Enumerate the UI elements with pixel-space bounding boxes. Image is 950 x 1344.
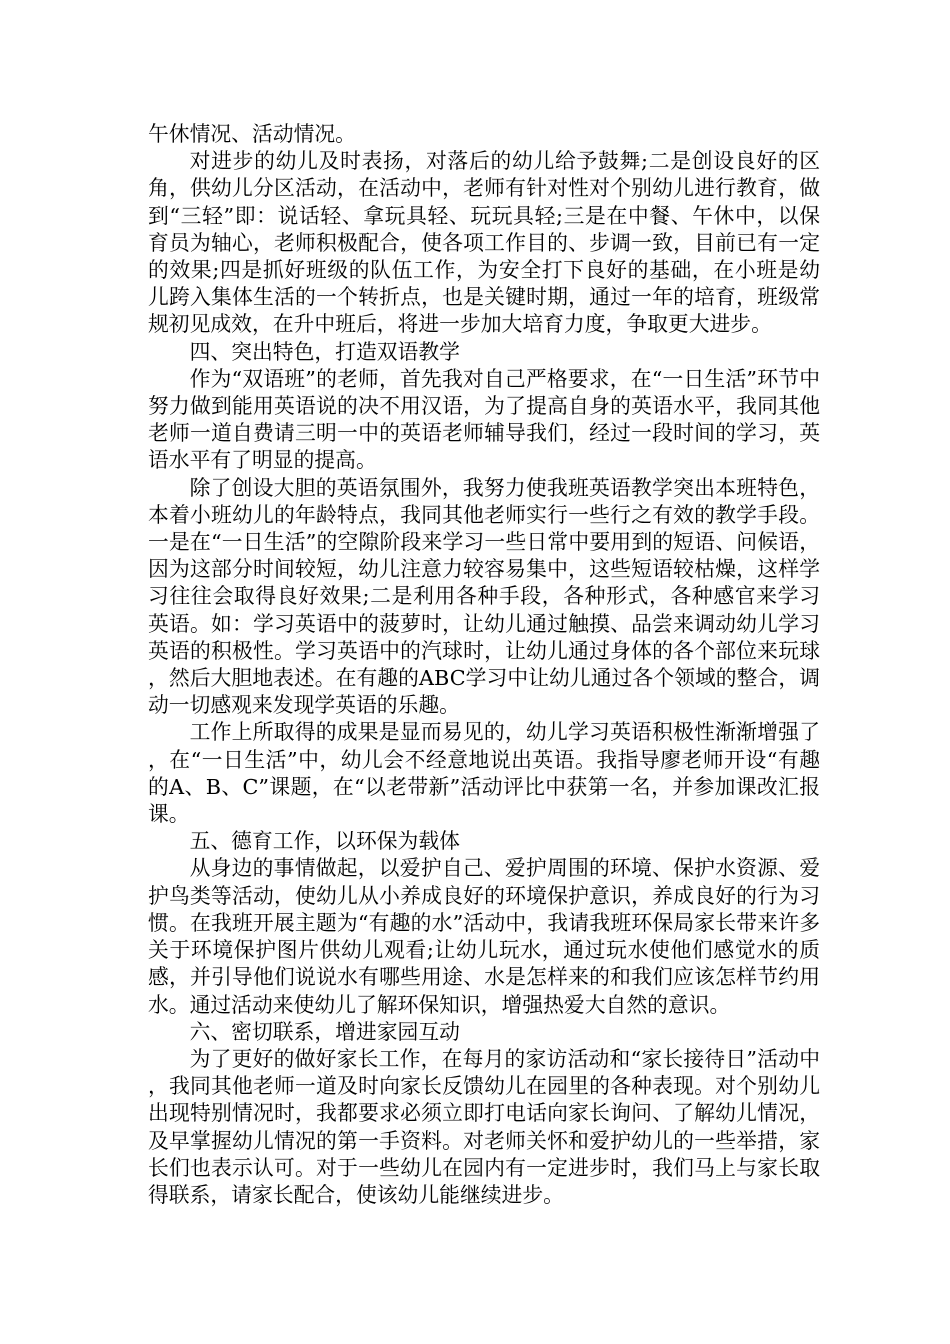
paragraph-continuation: 午休情况、活动情况。 bbox=[148, 122, 356, 146]
paragraph-english-results: 工作上所取得的成果是显而易见的，幼儿学习英语积极性渐渐增强了，在“一日生活”中，幼儿会不经意地说出英语。我指导廖老师开设“有趣的A、B、C”课题，在“以老带新”活动评比中获第一名，并参加课改汇报课。 bbox=[148, 720, 820, 827]
paragraph-environment: 从身边的事情做起，以爱护自己、爱护周围的环境、保护水资源、爱护鸟类等活动，使幼儿从小养成良好的环境保护意识，养成良好的行为习惯。在我班开展主题为“有趣的水”活动中，我请我班环保局家长带来许多关于环境保护图片供幼儿观看;让幼儿玩水，通过玩水使他们感觉水的质感，并引导他们说说水有哪些用途、水是怎样来的和我们应该怎样节约用水。通过活动来使幼儿了解环保知识，增强热爱大自然的意识。 bbox=[148, 856, 820, 1017]
paragraph-class-routine: 对进步的幼儿及时表扬，对落后的幼儿给予鼓舞;二是创设良好的区角，供幼儿分区活动，在活动中，老师有针对性对个别幼儿进行教育，做到“三轻”即：说话轻、拿玩具轻、玩玩具轻;三是在中餐、午休中，以保育员为轴心，老师积极配合，使各项工作目的、步调一致，目前已有一定的效果;四是抓好班级的队伍工作，为安全打下良好的基础，在小班是幼儿跨入集体生活的一个转折点，也是关键时期，通过一年的培育，班级常规初见成效，在升中班后，将进一步加大培育力度，争取更大进步。 bbox=[148, 149, 820, 337]
paragraph-parent-work: 为了更好的做好家长工作，在每月的家访活动和“家长接待日”活动中，我同其他老师一道及时向家长反馈幼儿在园里的各种表现。对个别幼儿出现特别情况时，我都要求必须立即打电话向家长询问、了解幼儿情况，及早掌握幼儿情况的第一手资料。对老师关怀和爱护幼儿的一些举措，家长们也表示认可。对于一些幼儿在园内有一定进步时，我们马上与家长取得联系，请家长配合，使该幼儿能继续进步。 bbox=[148, 1046, 820, 1207]
paragraph-english-methods: 除了创设大胆的英语氛围外，我努力使我班英语教学突出本班特色，本着小班幼儿的年龄特点，我同其他老师实行一些行之有效的教学手段。一是在“一日生活”的空隙阶段来学习一些日常中要用到的短语、问候语，因为这部分时间较短，幼儿注意力较容易集中，这些短语较枯燥，这样学习往往会取得良好效果;二是利用各种手段，各种形式，各种感官来学习英语。如：学习英语中的菠萝时，让幼儿通过触摸、品尝来调动幼儿学习英语的积极性。学习英语中的汽球时，让幼儿通过身体的各个部位来玩球，然后大胆地表述。在有趣的ABC学习中让幼儿通过各个领域的整合，调动一切感观来发现学英语的乐趣。 bbox=[148, 475, 820, 718]
document-body bbox=[148, 121, 820, 1209]
section-heading-moral-education: 五、德育工作，以环保为载体 bbox=[189, 829, 460, 854]
section-heading-bilingual: 四、突出特色，打造双语教学 bbox=[189, 339, 460, 364]
section-heading-home-school: 六、密切联系，增进家园互动 bbox=[189, 1019, 460, 1044]
paragraph-bilingual-teacher: 作为“双语班”的老师，首先我对自己严格要求，在“一日生活”环节中努力做到能用英语说的决不用汉语，为了提高自身的英语水平，我同其他老师一道自费请三明一中的英语老师辅导我们，经过一段时间的学习，英语水平有了明显的提高。 bbox=[148, 366, 820, 473]
